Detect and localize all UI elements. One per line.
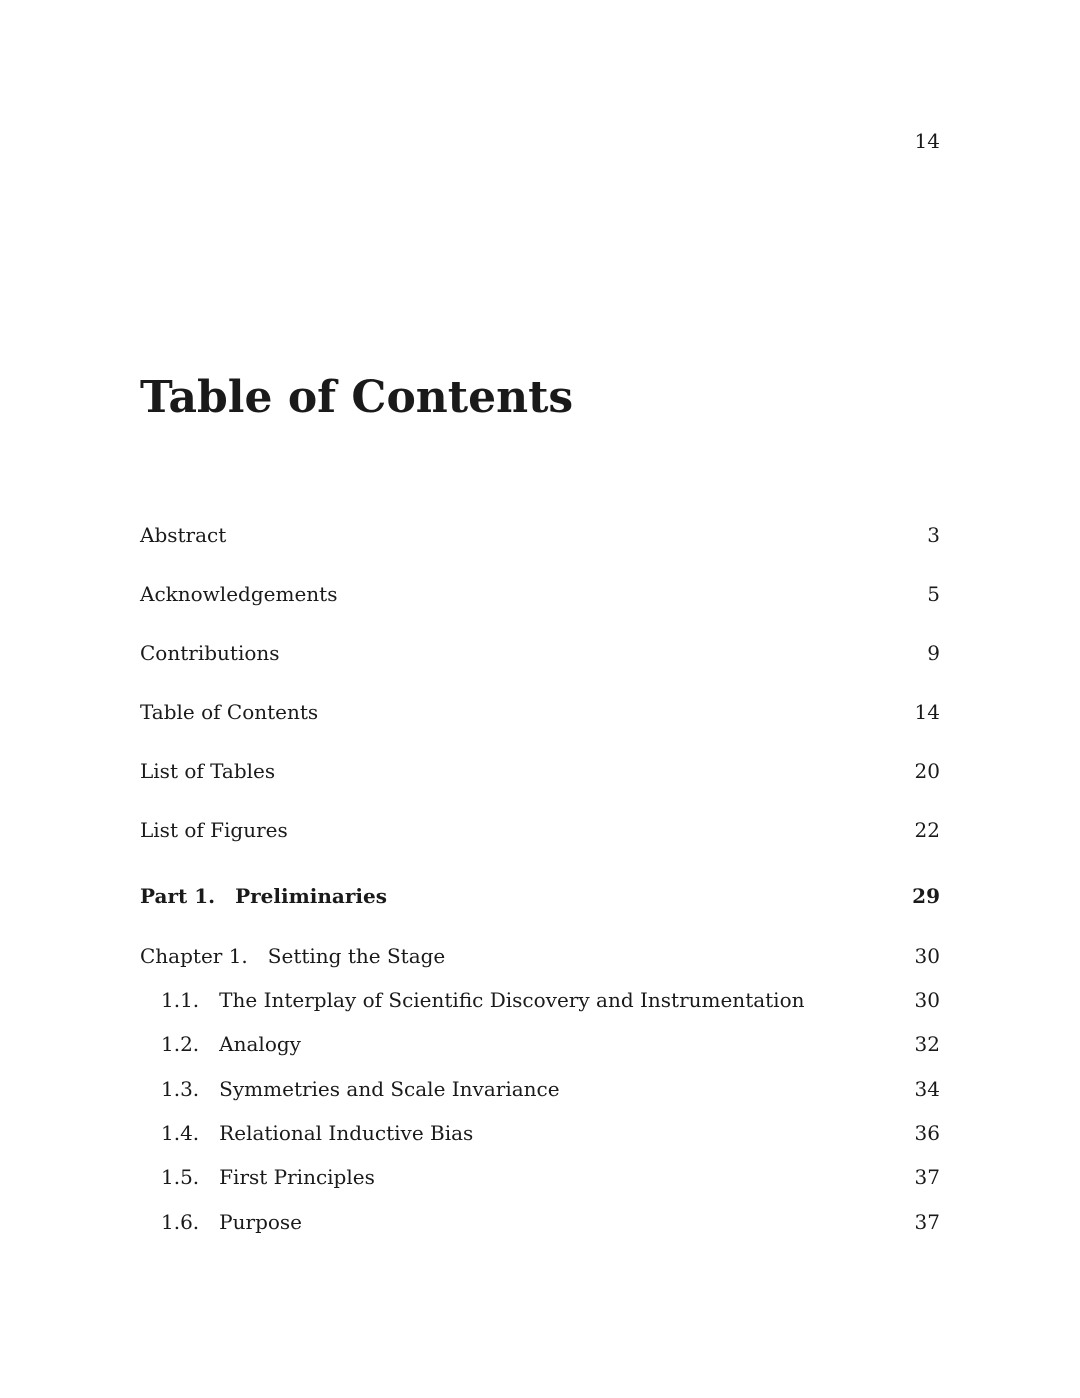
toc-entry-label (161, 1075, 560, 1103)
toc-entry-page: 20 (914, 759, 940, 783)
toc-entry-title: Analogy (219, 1032, 301, 1056)
toc-entry-label (161, 1208, 302, 1236)
toc-entry-label (161, 1163, 375, 1191)
toc-entry-page: 29 (912, 884, 940, 908)
toc-entry-title: The Interplay of Scientific Discovery and Instrumentation (219, 988, 805, 1012)
toc-entry-contributions[interactable] (140, 639, 940, 667)
toc-entry-section-1-2[interactable] (140, 1030, 940, 1058)
toc-entry-number: 1.3. (161, 1077, 200, 1101)
toc-entry-page: 30 (914, 944, 940, 968)
toc-entry-number: 1.1. (161, 988, 200, 1012)
toc-entry-number: Chapter 1. (140, 944, 248, 968)
toc-entry-list-of-tables[interactable] (140, 757, 940, 785)
toc-entry-part-1[interactable] (140, 882, 940, 910)
toc-entry-number: Part 1. (140, 884, 216, 908)
toc-entry-section-1-6[interactable] (140, 1208, 940, 1236)
toc-entry-label: Acknowledgements (140, 582, 338, 606)
toc-entry-title: Setting the Stage (267, 944, 446, 968)
page-number: 14 (914, 129, 940, 153)
toc-entry-label: Abstract (140, 523, 227, 547)
toc-entry-section-1-3[interactable] (140, 1075, 940, 1103)
toc-entry-section-1-4[interactable] (140, 1119, 940, 1147)
toc-entry-acknowledgements[interactable] (140, 580, 940, 608)
toc-entry-number: 1.6. (161, 1210, 200, 1234)
toc-entry-page: 36 (914, 1121, 940, 1145)
toc-entry-number: 1.5. (161, 1165, 200, 1189)
toc-entry-label (140, 942, 445, 970)
toc-entry-title: Relational Inductive Bias (219, 1121, 474, 1145)
toc-entry-title: Preliminaries (235, 884, 387, 908)
toc-entry-page: 9 (927, 641, 940, 665)
toc-entry-page: 14 (914, 700, 940, 724)
toc-entry-number: 1.2. (161, 1032, 200, 1056)
toc-entry-title: First Principles (219, 1165, 375, 1189)
toc-entry-section-1-5[interactable] (140, 1163, 940, 1191)
page-title: Table of Contents (140, 372, 574, 423)
toc-entry-section-1-1[interactable] (140, 986, 940, 1014)
toc-entry-label (161, 986, 805, 1014)
toc-entry-page: 22 (914, 818, 940, 842)
toc-entry-page: 3 (927, 523, 940, 547)
toc-entry-title: Symmetries and Scale Invariance (219, 1077, 560, 1101)
toc-entry-abstract[interactable] (140, 521, 940, 549)
toc-entry-label (161, 1119, 473, 1147)
toc-entry-page: 37 (914, 1165, 940, 1189)
toc-entry-number: 1.4. (161, 1121, 200, 1145)
toc-entry-label (161, 1030, 301, 1058)
toc-entry-label: List of Tables (140, 759, 276, 783)
toc-entry-page: 37 (914, 1210, 940, 1234)
toc-entry-table-of-contents[interactable] (140, 698, 940, 726)
toc-entry-label (140, 882, 387, 910)
toc-entry-label: Table of Contents (140, 700, 319, 724)
toc-entry-page: 30 (914, 988, 940, 1012)
toc-entry-label: List of Figures (140, 818, 288, 842)
toc-entry-chapter-1[interactable] (140, 942, 940, 970)
toc-entry-list-of-figures[interactable] (140, 816, 940, 844)
toc-entry-page: 5 (927, 582, 940, 606)
toc-entry-title: Purpose (219, 1210, 303, 1234)
toc-entry-label: Contributions (140, 641, 280, 665)
toc-entry-page: 34 (914, 1077, 940, 1101)
toc-entry-page: 32 (914, 1032, 940, 1056)
